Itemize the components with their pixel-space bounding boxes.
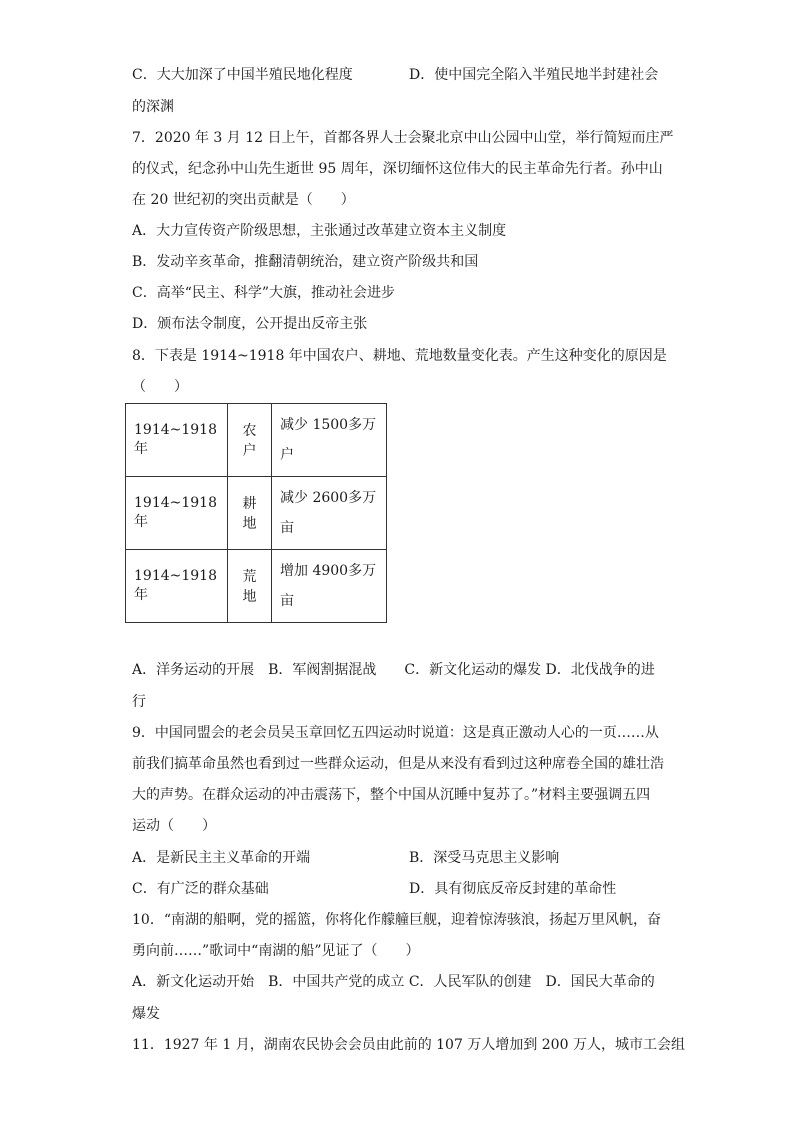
q11-stem-line-1 xyxy=(132,1035,685,1055)
q10-options-cont-text: 爆发 xyxy=(132,1006,160,1022)
q8-text-2: （ ） xyxy=(132,379,188,395)
option-d-text: D．使中国完全陷入半殖民地半封建社会 xyxy=(409,67,659,83)
q7-option-d xyxy=(132,314,367,334)
table-row xyxy=(126,477,387,550)
table-row xyxy=(126,550,387,623)
q7-stem-line-2 xyxy=(132,159,663,179)
option-c-text: C．大大加深了中国半殖民地化程度 xyxy=(132,67,353,83)
q7-option-c-text: C．高举“民主、科学”大旗，推动社会进步 xyxy=(132,285,396,301)
q9-stem-line-1 xyxy=(132,723,659,743)
table-cell-period: 1914~1918年 xyxy=(126,404,228,477)
q10-options-text: A．新文化运动开始 B．中国共产党的成立 C．人民军队的创建 D．国民大革命的 xyxy=(132,974,655,990)
q10-stem-line-2 xyxy=(132,941,419,961)
q10-stem-line-1 xyxy=(132,910,661,930)
table-cell-period: 1914~1918年 xyxy=(126,550,228,623)
q7-option-c xyxy=(132,283,395,303)
q9-text-2: 前我们搞革命虽然也看到过一些群众运动，但是从来没有看到过这种席卷全国的雄壮浩 xyxy=(132,756,664,772)
q8-options-text: A．洋务运动的开展 B．军阀割据混战 C．新文化运动的爆发 D．北伐战争的进 xyxy=(132,662,655,678)
table-cell-item: 耕地 xyxy=(228,477,272,550)
q9-option-c-text: C．有广泛的群众基础 xyxy=(132,881,269,897)
q9-stem-line-3 xyxy=(132,785,650,805)
q9-text-3: 大的声势。在群众运动的冲击震荡下，整个中国从沉睡中复苏了。”材料主要强调五四 xyxy=(132,787,651,803)
q10-options-cont xyxy=(132,1004,160,1024)
q8-text-1: 8．下表是 1914~1918 年中国农户、耕地、荒地数量变化表。产生这种变化的原因是 xyxy=(132,348,667,364)
q9-stem-line-4 xyxy=(132,816,216,836)
table-cell-item: 荒地 xyxy=(228,550,272,623)
q8-stem-line-2 xyxy=(132,377,188,397)
q9-stem-line-2 xyxy=(132,754,664,774)
q6-option-c xyxy=(132,65,353,85)
q7-text-1: 7．2020 年 3 月 12 日上午，首都各界人士会聚北京中山公园中山堂，举行简短而庄严 xyxy=(132,130,674,146)
q9-option-b-text: B．深受马克思主义影响 xyxy=(409,850,560,866)
q9-option-a-text: A．是新民主主义革命的开端 xyxy=(132,850,311,866)
q10-options xyxy=(132,972,655,992)
q9-option-d-text: D．具有彻底反帝反封建的革命性 xyxy=(409,881,617,897)
q9-option-a xyxy=(132,848,310,868)
q7-stem-line-1 xyxy=(132,128,674,148)
q7-text-3: 在 20 世纪初的突出贡献是（ ） xyxy=(132,192,355,208)
q9-option-c xyxy=(132,879,269,899)
q7-option-d-text: D．颁布法令制度，公开提出反帝主张 xyxy=(132,316,368,332)
table-cell-item: 农户 xyxy=(228,404,272,477)
q11-text-1: 11．1927 年 1 月，湖南农民协会会员由此前的 107 万人增加到 200 万人，城市工会组 xyxy=(132,1037,685,1053)
table-cell-change: 减少 2600多万亩 xyxy=(272,477,387,550)
q7-option-b-text: B．发动辛亥革命，推翻清朝统治，建立资产阶级共和国 xyxy=(132,254,479,270)
q9-option-b xyxy=(409,848,559,868)
q7-stem-line-3 xyxy=(132,190,355,210)
table-cell-period: 1914~1918年 xyxy=(126,477,228,550)
q7-option-a xyxy=(132,221,506,241)
q7-option-b xyxy=(132,252,478,272)
option-d-cont-text: 的深渊 xyxy=(132,99,174,115)
q8-data-table xyxy=(125,403,387,623)
q8-options-cont xyxy=(132,692,146,712)
q9-text-4: 运动（ ） xyxy=(132,818,216,834)
q8-options-cont-text: 行 xyxy=(132,694,146,710)
q10-text-1: 10．“南湖的船啊，党的摇篮，你将化作艨艟巨舰，迎着惊涛骇浪，扬起万里风帆，奋 xyxy=(132,912,661,928)
q7-text-2: 的仪式，纪念孙中山先生逝世 95 周年，深切缅怀这位伟大的民主革命先行者。孙中山 xyxy=(132,161,663,177)
q8-options xyxy=(132,660,655,680)
table-cell-change: 增加 4900多万亩 xyxy=(272,550,387,623)
q6-option-d-cont xyxy=(132,97,174,117)
table-cell-change: 减少 1500多万户 xyxy=(272,404,387,477)
q9-option-d xyxy=(409,879,616,899)
q6-option-d xyxy=(409,65,658,85)
table-row xyxy=(126,404,387,477)
q10-text-2: 勇向前……”歌词中“南湖的船”见证了（ ） xyxy=(132,943,420,959)
q8-stem-line-1 xyxy=(132,346,667,366)
q9-text-1: 9．中国同盟会的老会员吴玉章回忆五四运动时说道：这是真正激动人心的一页……从 xyxy=(132,725,659,741)
q7-option-a-text: A．大力宣传资产阶级思想，主张通过改革建立资本主义制度 xyxy=(132,223,507,239)
